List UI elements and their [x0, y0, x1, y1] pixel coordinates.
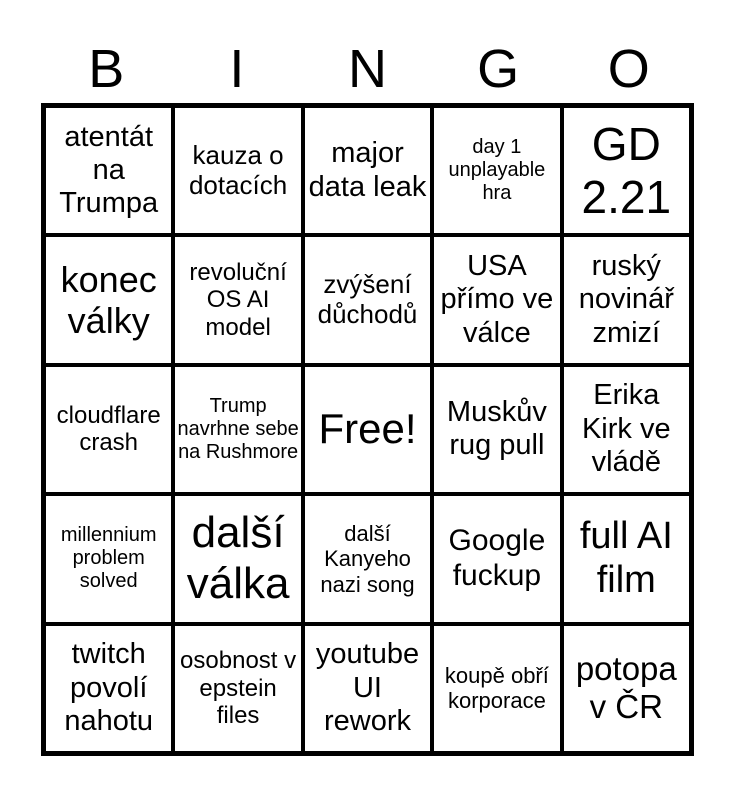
bingo-cell[interactable]: koupě obří korporace	[434, 626, 559, 751]
bingo-cell[interactable]: GD 2.21	[564, 108, 689, 233]
bingo-cell-free[interactable]: Free!	[305, 367, 430, 492]
bingo-cell[interactable]: ruský novinář zmizí	[564, 237, 689, 362]
bingo-cell[interactable]: další Kanyeho nazi song	[305, 496, 430, 621]
bingo-cell[interactable]: zvýšení důchodů	[305, 237, 430, 362]
bingo-cell[interactable]: major data leak	[305, 108, 430, 233]
header-letter-o: O	[607, 39, 650, 99]
header-letter-b: B	[88, 39, 125, 99]
bingo-cell[interactable]: Muskův rug pull	[434, 367, 559, 492]
bingo-cell[interactable]: konec války	[46, 237, 171, 362]
bingo-cell[interactable]: full AI film	[564, 496, 689, 621]
bingo-cell[interactable]: Google fuckup	[434, 496, 559, 621]
bingo-cell[interactable]: osobnost v epstein files	[175, 626, 300, 751]
bingo-header	[41, 0, 694, 103]
header-letter-i: I	[229, 39, 245, 99]
bingo-cell[interactable]: day 1 unplayable hra	[434, 108, 559, 233]
bingo-cell[interactable]: Trump navrhne sebe na Rushmore	[175, 367, 300, 492]
bingo-cell[interactable]: další válka	[175, 496, 300, 621]
bingo-cell[interactable]: atentát na Trumpa	[46, 108, 171, 233]
header-letter-g: G	[477, 39, 520, 99]
bingo-cell[interactable]: cloudflare crash	[46, 367, 171, 492]
bingo-cell[interactable]: millennium problem solved	[46, 496, 171, 621]
bingo-grid	[41, 103, 694, 756]
bingo-cell[interactable]: USA přímo ve válce	[434, 237, 559, 362]
bingo-cell[interactable]: potopa v ČR	[564, 626, 689, 751]
bingo-cell[interactable]: twitch povolí nahotu	[46, 626, 171, 751]
bingo-cell[interactable]: youtube UI rework	[305, 626, 430, 751]
bingo-cell[interactable]: kauza o dotacích	[175, 108, 300, 233]
header-letter-n: N	[347, 39, 387, 99]
bingo-cell[interactable]: revoluční OS AI model	[175, 237, 300, 362]
bingo-cell[interactable]: Erika Kirk ve vládě	[564, 367, 689, 492]
